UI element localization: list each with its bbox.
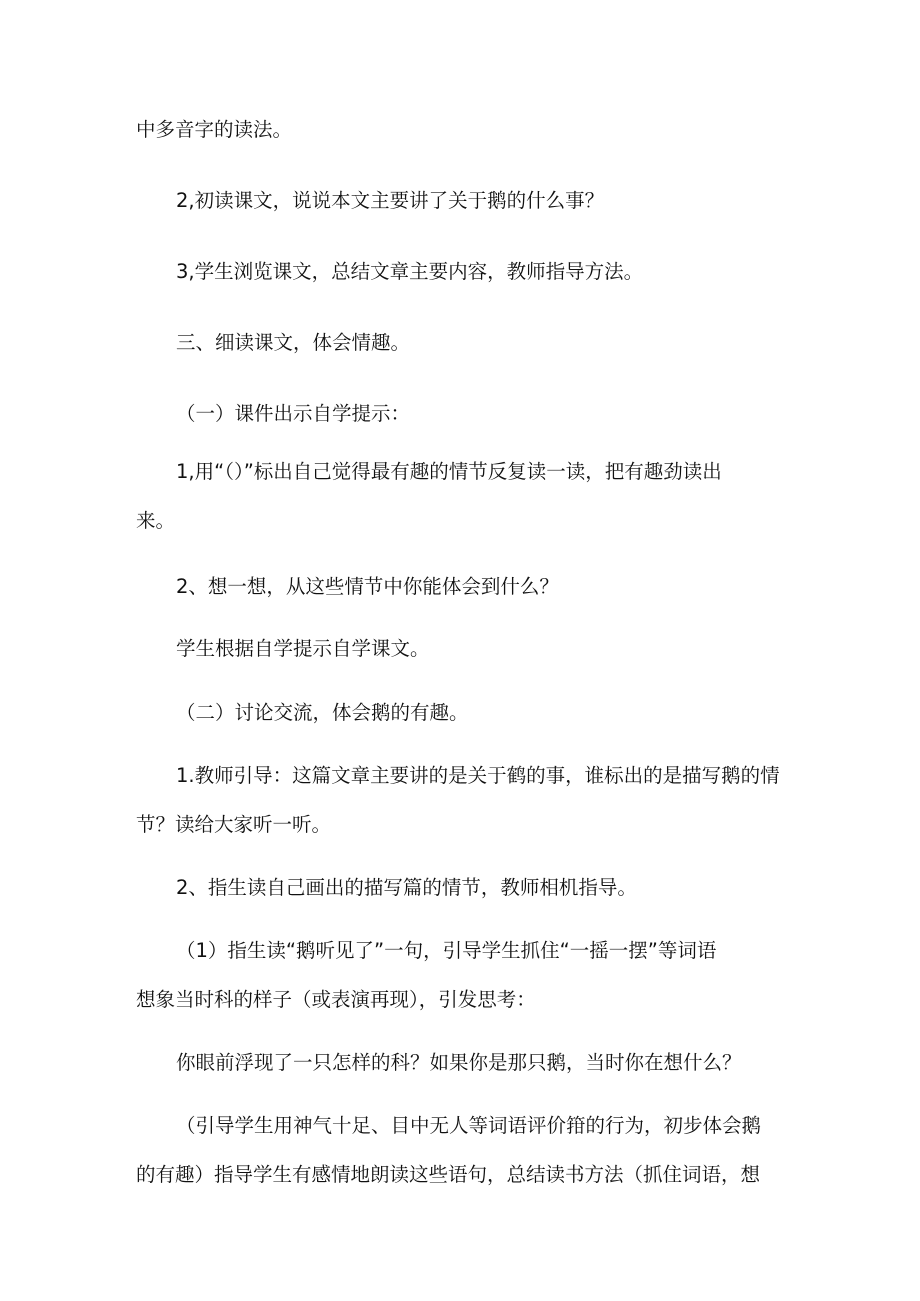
text-line-1: 中多音字的读法。 bbox=[136, 118, 293, 141]
text-line-6: 1,用“（）”标出自己觉得最有趣的情节反复读一读，把有趣劲读出 bbox=[176, 460, 722, 483]
text-line-15: 想象当时科的样子（或表演再现），引发思考： bbox=[136, 988, 536, 1011]
subsection-heading-1: （一）课件出示自学提示： bbox=[176, 402, 411, 425]
section-heading-3: 三、细读课文，体会情趣。 bbox=[176, 331, 411, 354]
text-line-8: 2、想一想，从这些情节中你能体会到什么？ bbox=[176, 575, 559, 598]
text-line-9: 学生根据自学提示自学课文。 bbox=[176, 637, 430, 660]
text-line-12: 节？读给大家听一听。 bbox=[136, 813, 332, 836]
subsection-heading-2: （二）讨论交流，体会鹅的有趣。 bbox=[176, 701, 469, 724]
text-line-2: 2,初读课文，说说本文主要讲了关于鹅的什么事？ bbox=[176, 189, 605, 212]
text-line-3: 3,学生浏览课文，总结文章主要内容，教师指导方法。 bbox=[176, 260, 644, 283]
text-line-11: 1.教师引导：这篇文章主要讲的是关于鹤的事，谁标出的是描写鹅的情 bbox=[176, 764, 780, 787]
text-line-7: 来。 bbox=[136, 509, 176, 532]
text-line-17: （引导学生用神气十足、目中无人等词语评价箝的行为，初步体会鹅 bbox=[176, 1114, 762, 1137]
text-line-18: 的有趣）指导学生有感情地朗读这些语句，总结读书方法（抓住词语，想 bbox=[136, 1163, 761, 1186]
text-line-13: 2、指生读自己画出的描写篇的情节，教师相机指导。 bbox=[176, 876, 637, 899]
text-line-16: 你眼前浮现了一只怎样的科？如果你是那只鹅，当时你在想什么？ bbox=[176, 1051, 742, 1074]
text-line-14: （1）指生读“鹅听见了”一句，引导学生抓住“一摇一摆”等词语 bbox=[176, 939, 717, 962]
